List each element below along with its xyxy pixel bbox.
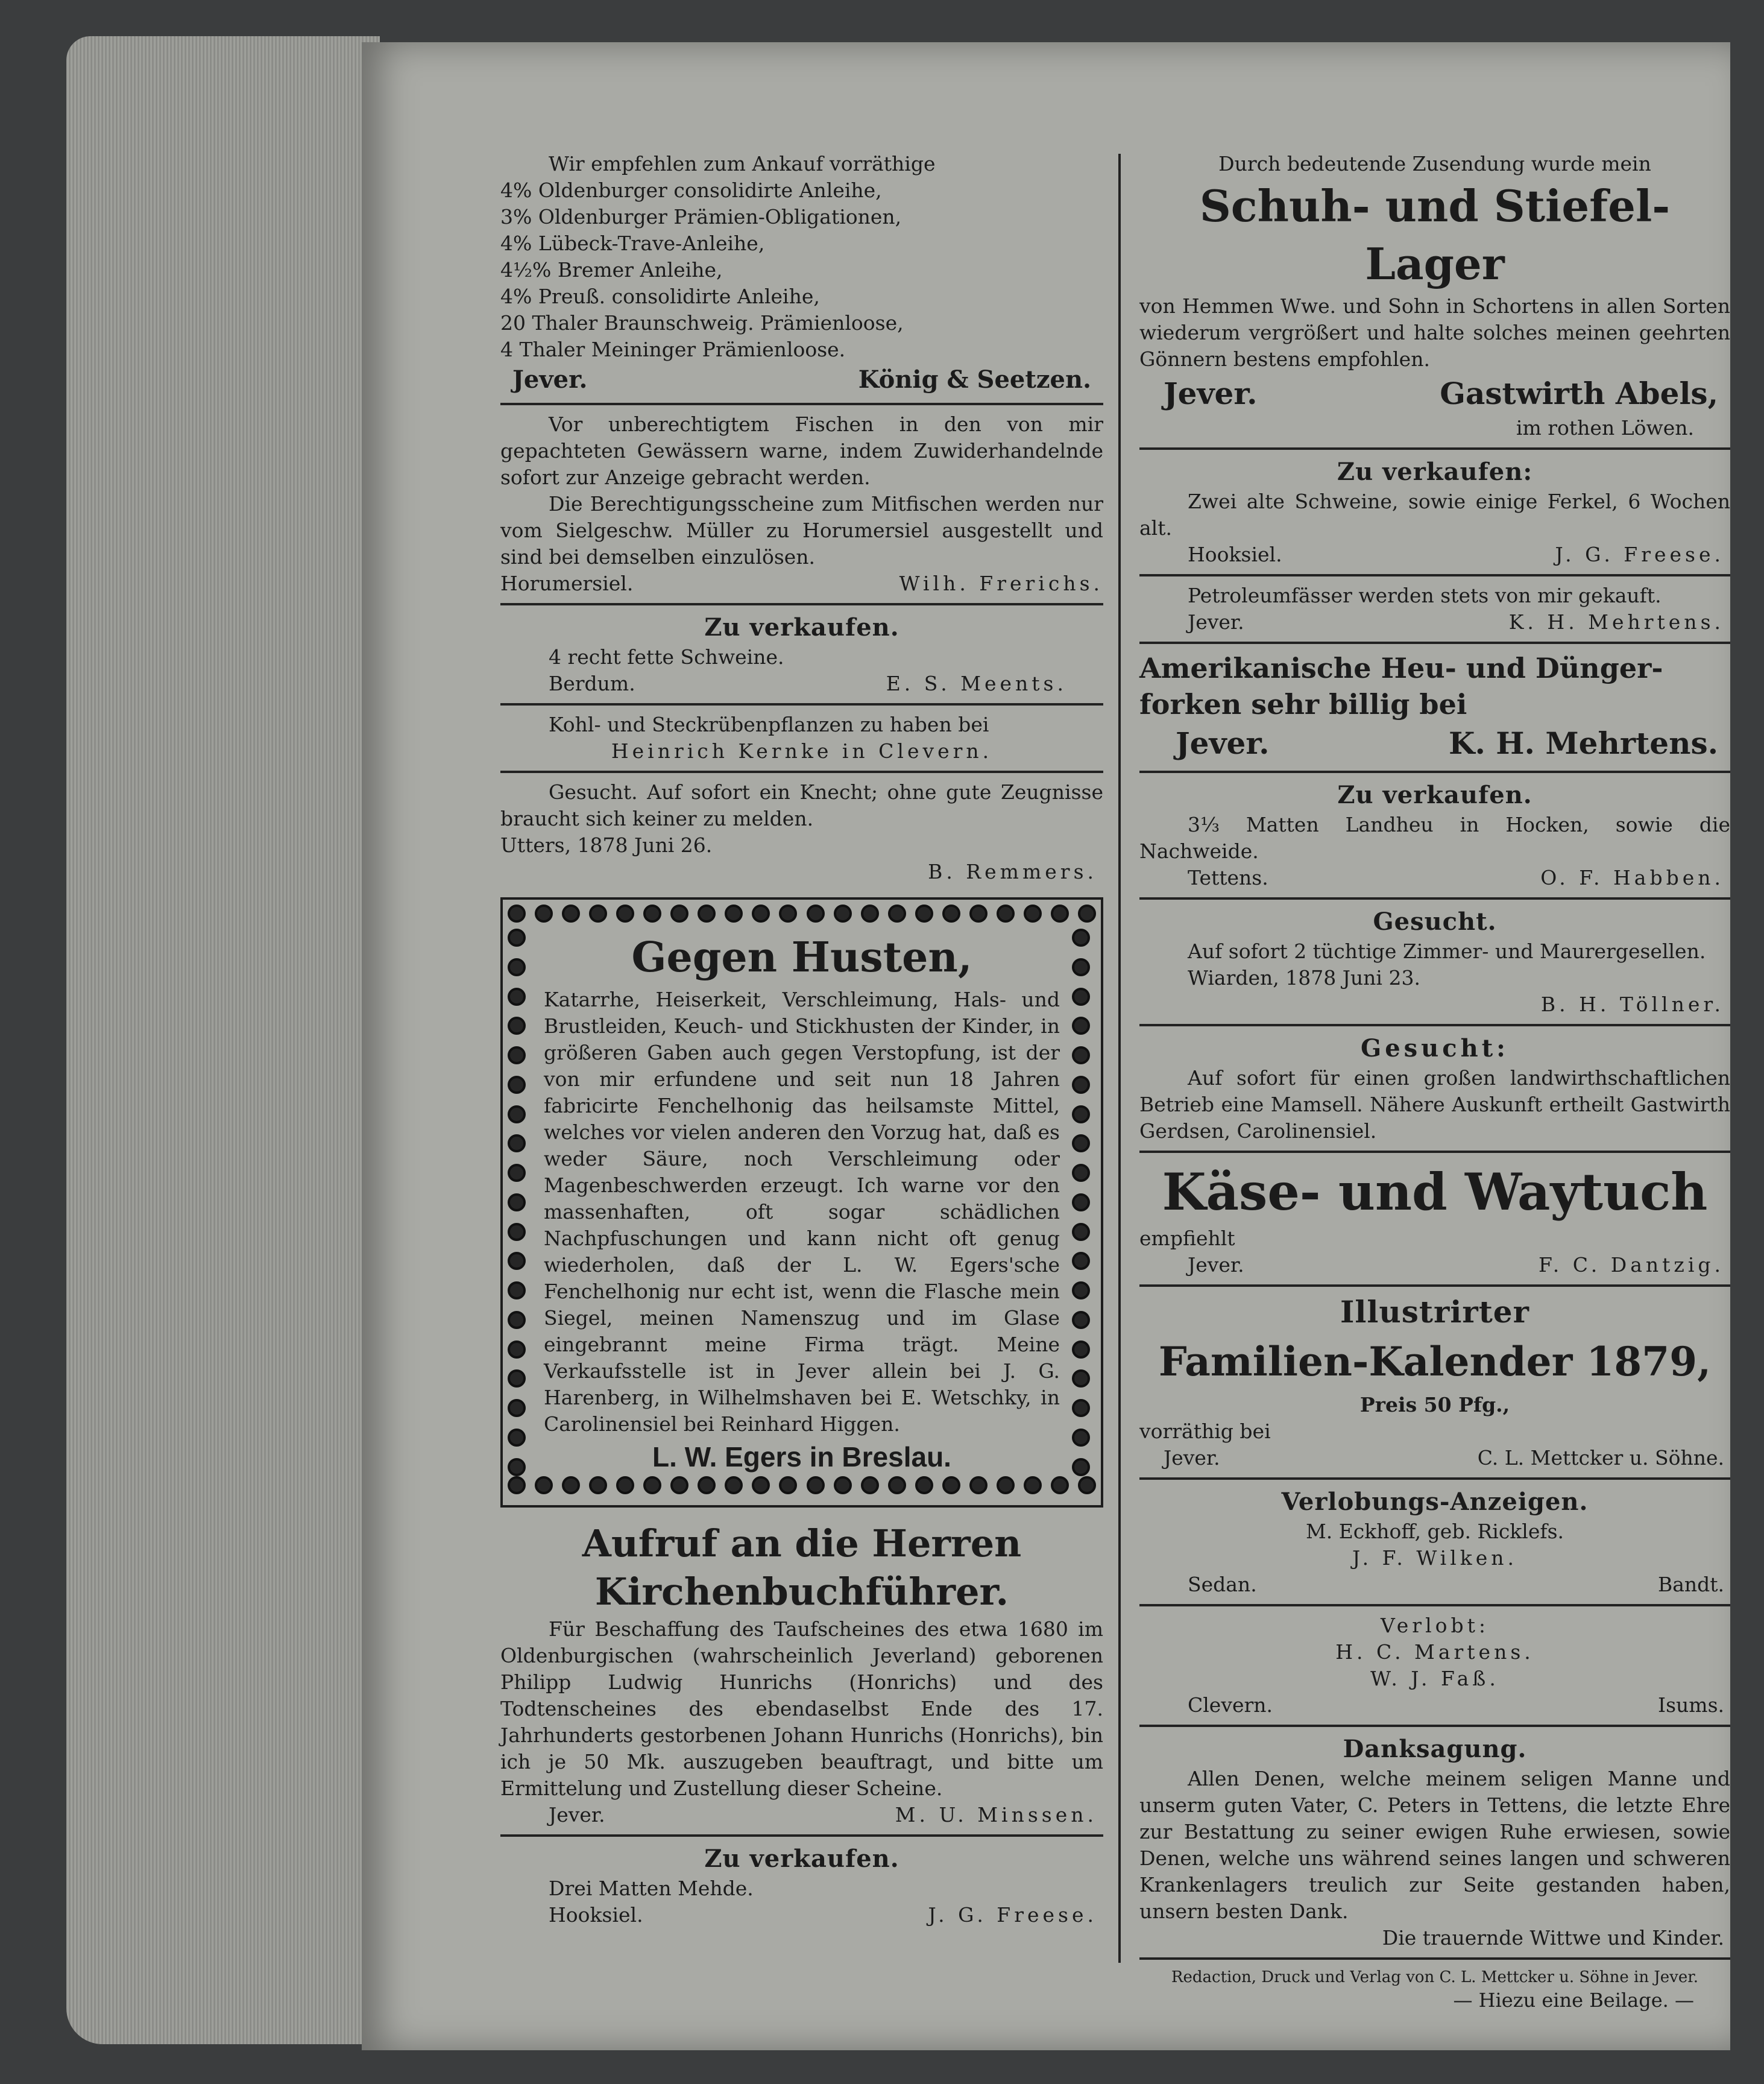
calendar-name: C. L. Mettcker u. Söhne. xyxy=(1477,1446,1724,1470)
carpenters-ad xyxy=(1139,906,1730,1018)
frame-border-left xyxy=(508,929,532,1476)
divider xyxy=(500,403,1103,405)
engagement-heading: Verlobungs-Anzeigen. xyxy=(1281,1488,1589,1516)
thanks-heading: Danksagung. xyxy=(1343,1735,1527,1763)
engagement-name-3: H. C. Martens. xyxy=(1335,1640,1534,1664)
pigs2-ad xyxy=(1139,456,1730,568)
divider xyxy=(1139,771,1730,773)
pigs2-heading: Zu verkaufen: xyxy=(1337,458,1533,486)
carpenters-name: B. H. Töllner. xyxy=(1540,993,1724,1016)
book-page-edges xyxy=(66,36,380,2044)
carpenters-heading: Gesucht. xyxy=(1373,908,1497,936)
engagement-engaged: Verlobt: xyxy=(1380,1614,1490,1637)
pigs2-place: Hooksiel. xyxy=(1188,543,1282,566)
engagement-places-1 xyxy=(1139,1571,1730,1598)
fishing-place: Horumersiel. xyxy=(500,572,634,595)
cough-heading: Gegen Husten, xyxy=(631,933,972,982)
pigs-signature xyxy=(500,671,1103,697)
servant-dateline: Utters, 1878 Juni 26. xyxy=(500,833,713,857)
divider xyxy=(1139,574,1730,576)
frame-border-bottom xyxy=(508,1476,1096,1500)
pigs-name: E. S. Meents. xyxy=(886,672,1067,695)
shoes-name: Gastwirth Abels, xyxy=(1440,376,1718,411)
divider xyxy=(1139,1604,1730,1606)
divider xyxy=(1139,642,1730,644)
hay-signature xyxy=(1139,865,1730,891)
thanks-text: Allen Denen, welche meinem seligen Manne und unserm guten Vater, C. Peters in Tettens, die letzte Ehre zur Bestattung zu seiner ewigen Ruhe erwiesen, sowie Denen, welche uns während seines langen und schweren Krankenlagers treulich zur Seite gestanden haben, unsern besten Dank. xyxy=(1139,1767,1730,1923)
cough-remedy-ad xyxy=(500,897,1103,1508)
appeal-place: Jever. xyxy=(549,1803,605,1827)
cough-signature: L. W. Egers in Breslau. xyxy=(652,1441,951,1473)
right-column xyxy=(1139,151,1730,2012)
petroleum-ad xyxy=(1139,583,1730,636)
bond-item: 4 Thaler Meininger Prämienloose. xyxy=(500,338,846,361)
mowing-place: Hooksiel. xyxy=(549,1903,643,1927)
calendar-heading-1: Illustrirter xyxy=(1340,1294,1529,1330)
pigs-heading: Zu verkaufen. xyxy=(704,613,899,642)
fishing-text-1: Vor unberechtigtem Fischen in den von mir gepachteten Gewässern warne, indem Zuwiderhandelnde sofort zur Anzeige gebracht werden. xyxy=(500,412,1103,489)
pigs-ad xyxy=(500,611,1103,697)
shoes-place: Jever. xyxy=(1164,376,1258,411)
divider xyxy=(1139,1477,1730,1480)
fishing-name: Wilh. Frerichs. xyxy=(899,572,1103,595)
hay-text: 3⅓ Matten Landheu in Hocken, sowie die Nachweide. xyxy=(1139,813,1730,863)
supplement-note: — Hiezu eine Beilage. — xyxy=(1453,1989,1694,2012)
mowing-name: J. G. Freese. xyxy=(928,1903,1097,1927)
petroleum-name: K. H. Mehrtens. xyxy=(1508,610,1724,634)
plants-ad xyxy=(500,712,1103,765)
engagement-place-1: Sedan. xyxy=(1188,1573,1257,1596)
shoes-sub: im rothen Löwen. xyxy=(1516,416,1694,440)
engagement-name-2: J. F. Wilken. xyxy=(1352,1546,1518,1570)
newspaper-page xyxy=(362,42,1730,2050)
hay-ad xyxy=(1139,779,1730,891)
bond-item: 3% Oldenburger Prämien-Obligationen, xyxy=(500,205,902,229)
engagement-place-4: Isums. xyxy=(1658,1693,1724,1717)
bond-item: 4% Preuß. consolidirte Anleihe, xyxy=(500,285,820,308)
engagement-ad xyxy=(1139,1486,1730,1719)
fishing-signature xyxy=(500,570,1103,597)
appeal-signature xyxy=(500,1802,1103,1828)
fishing-notice xyxy=(500,411,1103,597)
mamsell-heading: Gesucht: xyxy=(1361,1034,1509,1063)
shoes-signature xyxy=(1139,373,1730,415)
forks-place: Jever. xyxy=(1176,725,1270,761)
cough-text: Katarrhe, Heiserkeit, Verschleimung, Hals- und Brustleiden, Keuch- und Stickhusten der Kinder, in größeren Gaben auch gegen Verstopfung, ist der von mir erfundene und seit nun 18 Jahren fabricirte Fenchelhonig das heilsamste Mittel, welches vor vielen anderen den Vorzug hat, daß es weder Säure, noch Verschleimung oder Magenbeschwerden erzeugt. Ich warne vor den massenhaften, oft sogar schädlichen Nachpfuschungen und kann nicht oft genug wiederholen, daß der L. W. Egers'sche Fenchelhonig nur echt ist, wenn die Flasche mein Siegel, meinen Namenszug und im Glase eingebrannt meine Firma trägt. Meine Verkaufsstelle ist in Jever allein bei J. G. Harenberg, in Wilhelmshaven bei E. Wetschky, in Carolinensiel bei Reinhard Higgen. xyxy=(544,988,1060,1436)
bonds-signature xyxy=(500,363,1103,397)
calendar-text: vorräthig bei xyxy=(1139,1419,1271,1443)
hay-heading: Zu verkaufen. xyxy=(1337,781,1532,809)
petroleum-place: Jever. xyxy=(1188,610,1244,634)
frame-border-right xyxy=(1072,929,1096,1476)
divider xyxy=(500,603,1103,605)
bond-item: 20 Thaler Braunschweig. Prämienloose, xyxy=(500,311,904,335)
bonds-intro: Wir empfehlen zum Ankauf vorräthige xyxy=(549,152,936,175)
appeal-heading-1: Aufruf an die Herren xyxy=(582,1521,1022,1565)
carpenters-text: Auf sofort 2 tüchtige Zimmer- und Maurergesellen. xyxy=(1188,939,1706,963)
calendar-place: Jever. xyxy=(1164,1446,1220,1470)
forks-name: K. H. Mehrtens. xyxy=(1449,725,1718,761)
engagement-place-2: Bandt. xyxy=(1657,1573,1724,1596)
cheese-name: F. C. Dantzig. xyxy=(1539,1253,1724,1277)
plants-name: Heinrich Kernke in Clevern. xyxy=(611,739,993,763)
cheese-place: Jever. xyxy=(1188,1253,1244,1277)
appeal-text: Für Beschaffung des Taufscheines des etwa 1680 im Oldenburgischen (wahrscheinlich Jeverland) geborenen Philipp Ludwig Hunrichs (Honrichs) und des Todtenscheines des ebendaselbst Ende des 17. Jahrhunderts gestorbenen Johann Hunrichs (Honrichs), bin ich je 50 Mk. auszugeben beauftragt, und bitte um Ermittelung und Zustellung dieser Scheine. xyxy=(500,1617,1103,1800)
hay-place: Tettens. xyxy=(1188,866,1268,889)
servant-text: Gesucht. Auf sofort ein Knecht; ohne gute Zeugnisse braucht sich keiner zu melden. xyxy=(500,780,1103,830)
frame-border-top xyxy=(508,905,1096,929)
forks-ad xyxy=(1139,650,1730,765)
petroleum-text: Petroleumfässer werden stets von mir gekauft. xyxy=(1188,584,1662,607)
servant-ad xyxy=(500,779,1103,885)
mowing-text: Drei Matten Mehde. xyxy=(549,1877,754,1900)
thanks-ad xyxy=(1139,1733,1730,1951)
shoes-text: von Hemmen Wwe. und Sohn in Schortens in allen Sorten wiederum vergrößert und halte solches meinen geehrten Gönnern bestens empfohlen. xyxy=(1139,294,1730,371)
appeal-name: M. U. Minssen. xyxy=(895,1803,1097,1827)
mamsell-ad xyxy=(1139,1032,1730,1145)
calendar-price: Preis 50 Pfg., xyxy=(1359,1393,1510,1416)
shoes-heading: Schuh- und Stiefel-Lager xyxy=(1199,180,1671,289)
pigs-text: 4 recht fette Schweine. xyxy=(549,645,784,669)
fishing-text-2: Die Berechtigungsscheine zum Mitfischen werden nur vom Sielgeschw. Müller zu Horumersiel ausgestellt und sind bei demselben einzulösen. xyxy=(500,492,1103,569)
bond-item: 4% Lübeck-Trave-Anleihe, xyxy=(500,232,765,255)
shoes-ad xyxy=(1139,151,1730,441)
imprint-text: Redaction, Druck und Verlag von C. L. Mettcker u. Söhne in Jever. xyxy=(1171,1968,1699,1986)
mowing-signature xyxy=(500,1902,1103,1928)
cheese-signature xyxy=(1139,1252,1730,1278)
forks-line-2: forken sehr billig bei xyxy=(1139,688,1467,721)
imprint-footer xyxy=(1139,1966,1730,2012)
bond-item: 4½% Bremer Anleihe, xyxy=(500,258,723,282)
mowing-heading: Zu verkaufen. xyxy=(704,1845,899,1873)
cheese-heading: Käse- und Waytuch xyxy=(1162,1162,1708,1222)
carpenters-dateline: Wiarden, 1878 Juni 23. xyxy=(1188,966,1420,990)
divider xyxy=(1139,1024,1730,1026)
appeal-ad xyxy=(500,1520,1103,1828)
petroleum-signature xyxy=(1139,609,1730,636)
hay-name: O. F. Habben. xyxy=(1540,866,1724,889)
pigs2-signature xyxy=(1139,542,1730,568)
engagement-name-4: W. J. Faß. xyxy=(1370,1667,1499,1690)
pigs2-name: J. G. Freese. xyxy=(1555,543,1724,566)
plants-text: Kohl- und Steckrübenpflanzen zu haben bei xyxy=(549,713,989,736)
column-rule xyxy=(1118,154,1121,1963)
engagement-places-2 xyxy=(1139,1692,1730,1719)
pigs2-text: Zwei alte Schweine, sowie einige Ferkel, 6 Wochen alt. xyxy=(1139,490,1730,540)
engagement-place-3: Clevern. xyxy=(1188,1693,1273,1717)
thanks-signature: Die trauernde Wittwe und Kinder. xyxy=(1382,1926,1724,1950)
cheese-ad xyxy=(1139,1159,1730,1278)
servant-name: B. Remmers. xyxy=(928,860,1097,883)
divider xyxy=(1139,1151,1730,1153)
mowing-ad xyxy=(500,1843,1103,1928)
appeal-heading-2: Kirchenbuchführer. xyxy=(594,1570,1009,1614)
divider xyxy=(1139,1284,1730,1287)
divider xyxy=(1139,447,1730,450)
bonds-firm: König & Seetzen. xyxy=(858,365,1091,394)
bond-item: 4% Oldenburger consolidirte Anleihe, xyxy=(500,178,882,202)
divider xyxy=(1139,897,1730,900)
pigs-place: Berdum. xyxy=(549,672,635,695)
shoes-intro: Durch bedeutende Zusendung wurde mein xyxy=(1218,152,1651,175)
bonds-place: Jever. xyxy=(512,365,588,394)
divider xyxy=(500,703,1103,706)
engagement-name-1: M. Eckhoff, geb. Ricklefs. xyxy=(1305,1520,1564,1543)
forks-signature xyxy=(1139,722,1730,765)
cheese-text: empfiehlt xyxy=(1139,1227,1235,1250)
calendar-ad xyxy=(1139,1293,1730,1471)
divider xyxy=(1139,1725,1730,1727)
mamsell-text: Auf sofort für einen großen landwirthschaftlichen Betrieb eine Mamsell. Nähere Auskunft ertheilt Gastwirth Gerdsen, Carolinensiel. xyxy=(1139,1066,1730,1143)
divider xyxy=(1139,1957,1730,1960)
calendar-signature xyxy=(1139,1445,1730,1471)
bonds-ad xyxy=(500,151,1103,397)
calendar-heading-2: Familien-Kalender 1879, xyxy=(1158,1338,1712,1385)
divider xyxy=(500,1834,1103,1837)
forks-line-1: Amerikanische Heu- und Dünger- xyxy=(1139,652,1663,684)
divider xyxy=(500,771,1103,773)
